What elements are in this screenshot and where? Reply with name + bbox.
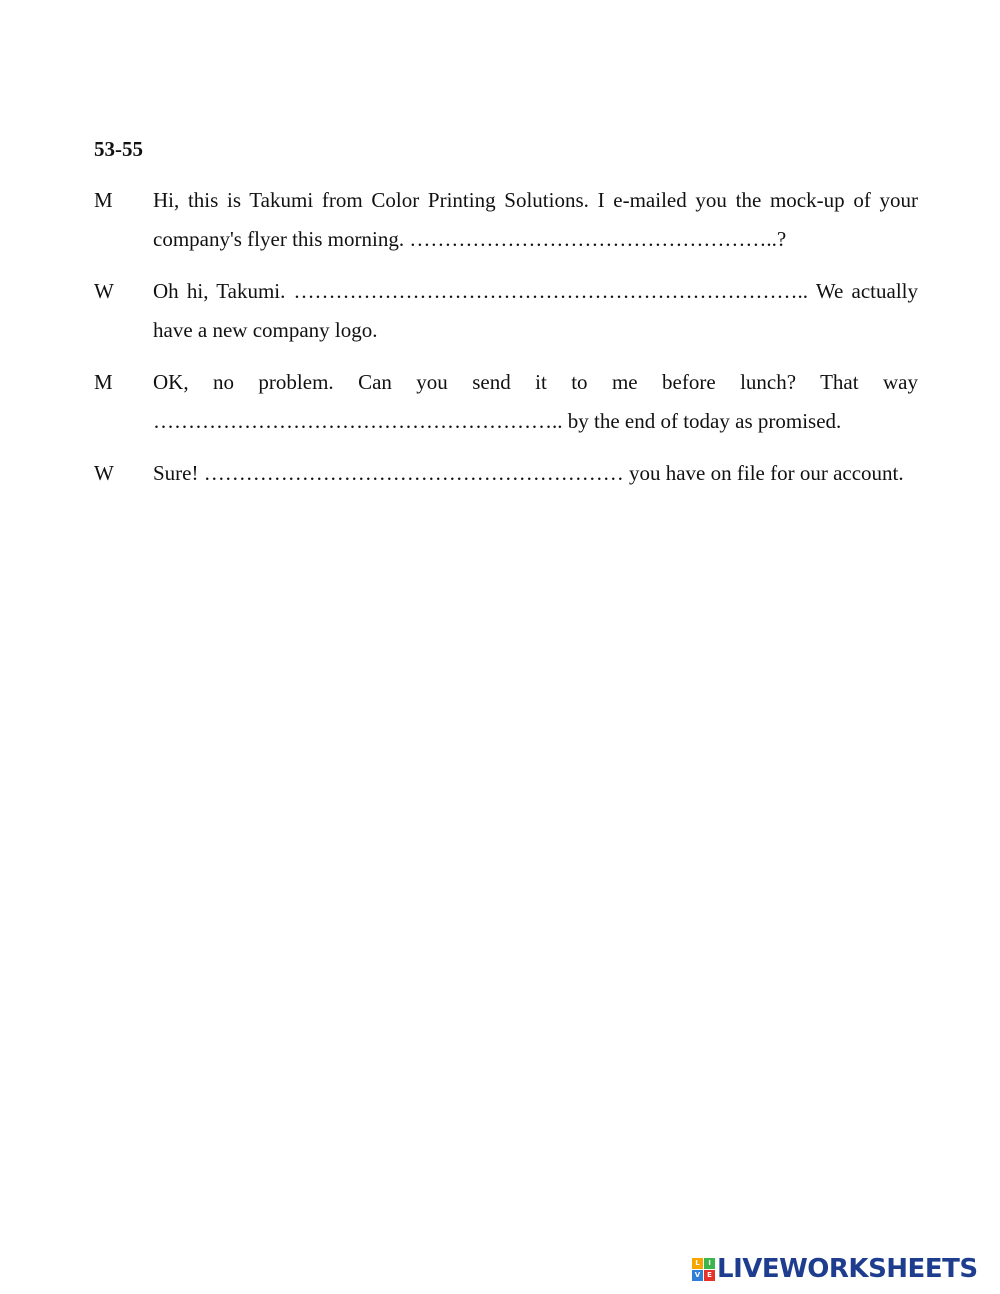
dialogue-line: OK, no problem. Can you send it to me before lunch? That way ………………………………………………….. by the end of today as promised. — [153, 370, 918, 433]
logo-mark-tile: I — [704, 1258, 715, 1269]
liveworksheets-logo — [692, 1252, 978, 1286]
dialogue-turn-4 — [94, 454, 918, 493]
logo-mark-tile: E — [704, 1270, 715, 1281]
dialogue-turn-3 — [94, 363, 918, 441]
dialogue-turn-1 — [94, 181, 918, 259]
speaker-label: W — [94, 279, 114, 303]
exercise-number: 53-55 — [94, 137, 143, 161]
speaker-label: W — [94, 461, 114, 485]
dialogue-line: Hi, this is Takumi from Color Printing Solutions. I e-mailed you the mock-up of your company's flyer this morning. ……………………………………………..? — [153, 188, 918, 251]
logo-mark-icon — [692, 1258, 715, 1281]
speaker-label: M — [94, 370, 113, 394]
dialogue — [94, 181, 918, 506]
speaker-label: M — [94, 188, 113, 212]
logo-mark-tile: V — [692, 1270, 703, 1281]
dialogue-line: Sure! …………………………………………………… you have on file for our account. — [153, 461, 904, 485]
dialogue-turn-2 — [94, 272, 918, 350]
logo-wordmark: LIVEWORKSHEETS — [717, 1254, 978, 1284]
dialogue-line: Oh hi, Takumi. ……………………………………………………………….. We actually have a new company logo. — [153, 279, 918, 342]
logo-mark-tile: L — [692, 1258, 703, 1269]
